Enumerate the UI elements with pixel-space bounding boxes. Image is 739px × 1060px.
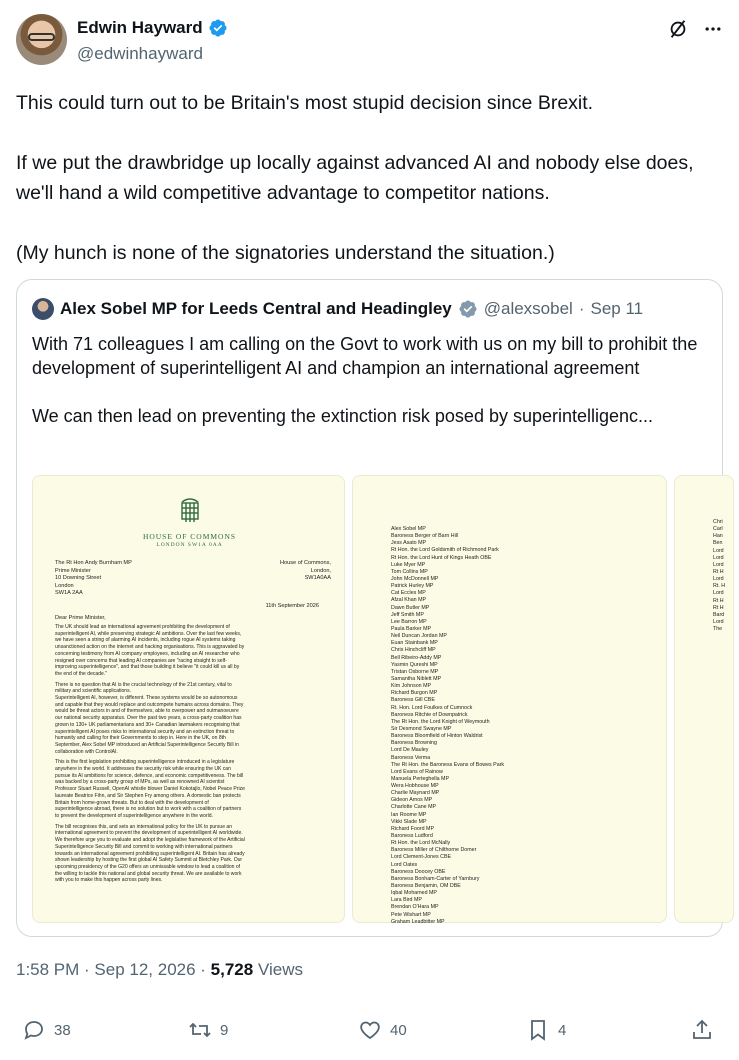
bookmark-count: 4 bbox=[558, 1021, 567, 1039]
quoted-media bbox=[32, 475, 724, 925]
signatory-name: Paula Barker MP bbox=[391, 625, 432, 632]
letter-body bbox=[55, 624, 325, 884]
signatory-name: Bell Ribeiro-Addy MP bbox=[391, 654, 442, 661]
letter-body-line: shown leadership by hosting the first global AI Safety Summit at Bletchley Park. Our bbox=[55, 857, 243, 864]
quoted-tweet[interactable] bbox=[16, 279, 726, 937]
letter-recipient: The Rt Hon Andy Burnham MP Prime Minister 10 Downing Street London SW1A 2AA bbox=[55, 560, 132, 597]
signatory-name: Brendan O'Hara MP bbox=[391, 904, 439, 911]
like-button[interactable] bbox=[358, 1018, 407, 1042]
signatory-name: Cat Eccles MP bbox=[391, 590, 426, 597]
letter-body-line: Professor Stuart Russell, OpenAI whistle blower Daniel Kokotajlo, Nobel Peace Prize bbox=[55, 786, 245, 793]
signatory-name: Sir Desmond Swayne MP bbox=[391, 725, 452, 732]
signatory-name: Lord Oates bbox=[391, 861, 418, 868]
letter-body-line: the end of the decade." bbox=[55, 670, 108, 677]
signatory-name: Neil Duncan Jordan MP bbox=[391, 633, 447, 640]
author-handle[interactable]: @edwinhayward bbox=[77, 44, 203, 63]
signatory-name: Baroness Miller of Chilthorne Domer bbox=[391, 847, 477, 854]
letter-body-line: and capable that they would replace and outcompete humans across domains. They bbox=[55, 701, 244, 708]
signatory-name: Iqbal Mohamed MP bbox=[391, 890, 437, 897]
letter-page-1[interactable] bbox=[32, 475, 345, 923]
signatory-name: Chris Hinchcliff MP bbox=[391, 647, 436, 654]
letter-page-3[interactable] bbox=[674, 475, 734, 923]
signatory-name: Richard Foord MP bbox=[391, 825, 434, 832]
letter-page-2[interactable] bbox=[352, 475, 667, 923]
signatory-name: Lee Barron MP bbox=[391, 618, 427, 625]
share-button[interactable] bbox=[690, 1018, 714, 1042]
signatory-name: John McDonnell MP bbox=[391, 575, 439, 582]
letter-body-line: Britain from home-grown threats. But to deal with the development of bbox=[55, 799, 209, 806]
signatory-name: Ian Roome MP bbox=[391, 811, 427, 818]
letterhead-title: HOUSE OF COMMONS bbox=[142, 532, 237, 541]
signatories-list bbox=[391, 526, 504, 926]
signatory-name: Baroness Benjamin, OM DBE bbox=[391, 883, 461, 890]
quoted-handle[interactable]: @alexsobel bbox=[483, 299, 573, 318]
letter-body-line: was backed by a cross-party group of MPs, as well as renowned AI scientist bbox=[55, 779, 225, 786]
letter-body-line: military and scientific applications. bbox=[55, 688, 132, 695]
signatory-name: Lord De Mauley bbox=[391, 747, 429, 754]
letter-body-line: the willing to tackle this national and global security threat. We are available to work bbox=[55, 870, 242, 877]
letter-body-line: We therefore urge you to evaluate and adopt the legislative framework of the Artificial bbox=[55, 837, 245, 844]
letter-body-line: There is no question that AI is the crucial technology of the 21st century, vital to bbox=[55, 681, 232, 688]
signatory-name: The Rt Hon. the Baroness Evans of Bowes Park bbox=[391, 761, 505, 768]
signatory-name: Alex Sobel MP bbox=[391, 526, 426, 532]
signatory-name: Richard Burgon MP bbox=[391, 690, 438, 697]
signatory-name: Graham Leadbitter MP bbox=[391, 918, 445, 925]
letter-body-line: superintelligent AI poses risks to international security and an extinction threat to bbox=[55, 728, 235, 735]
signatory-name: Baroness Gill CBE bbox=[391, 697, 435, 704]
quoted-separator: · bbox=[578, 299, 585, 318]
signatory-name: Charlotte Cane MP bbox=[391, 804, 437, 811]
signatory-name: Chri bbox=[713, 519, 723, 525]
repost-button[interactable] bbox=[188, 1018, 228, 1042]
letter-body-line: The UK should lead an international agreement prohibiting the development of bbox=[55, 624, 230, 630]
letter-body-line: concerning testimony from AI company employees, including an AI researcher who bbox=[55, 650, 240, 657]
letter-body-line: Superintelligent AI, however, is different. These systems would be so autonomous bbox=[55, 695, 238, 702]
signatory-name: Patrick Hurley MP bbox=[391, 583, 434, 590]
author-avatar[interactable] bbox=[16, 14, 67, 65]
signatory-name: Manuela Perteghella MP bbox=[391, 775, 450, 782]
author-display-name[interactable]: Edwin Hayward bbox=[77, 18, 203, 37]
signatory-name: Pete Wishart MP bbox=[391, 911, 431, 918]
tweet-timestamp[interactable]: 1:58 PM · Sep 12, 2026 · bbox=[16, 960, 211, 979]
letter-body-line: with you to make this happen across party lines. bbox=[55, 877, 163, 884]
tweet-header bbox=[16, 12, 723, 68]
signatory-name: Rt Hon. the Lord Goldsmith of Richmond Park bbox=[391, 547, 499, 554]
signatory-name: Rt Hon. the Lord Hunt of Kings Heath OBE bbox=[391, 554, 492, 561]
signatory-name: Baroness Ludford bbox=[391, 833, 433, 840]
letter-body-line: towards an international agreement prohibiting superintelligent AI. Britain has already bbox=[55, 850, 245, 857]
signatory-name: Lord bbox=[713, 618, 724, 625]
letter-body-line: international agreement to prevent the development of superintelligent AI worldwide. bbox=[55, 830, 243, 837]
letter-body-line: upcoming presidency of the G20 offers an unmissable window to lead a coalition of bbox=[55, 863, 241, 870]
signatory-name: Afzal Khan MP bbox=[391, 597, 427, 604]
letter-body-line: collaboration with ControlAI. bbox=[55, 748, 118, 755]
avatar-glasses bbox=[28, 33, 55, 41]
tweet-text: This could turn out to be Britain's most stupid decision since Brexit. If we put the drawbridge up locally against advanced AI and nobody else does, we'll hand a wild competitive advantage to competitor nations. (My hunch is none of the signatories understand the situation.) bbox=[16, 92, 694, 264]
letter-body-line: we have seen a string of alarming AI incidents, including rogue AI systems taking bbox=[55, 637, 236, 644]
signatory-name: Lord Evans of Rainow bbox=[391, 768, 443, 775]
signatory-name: Baroness Ritchie of Downpatrick bbox=[391, 711, 468, 718]
reply-count: 38 bbox=[54, 1021, 71, 1039]
signatory-name: Jess Asato MP bbox=[391, 540, 427, 547]
repost-count: 9 bbox=[220, 1021, 229, 1039]
signatory-name: Ben bbox=[713, 540, 723, 547]
signatory-name: Yasmin Qureshi MP bbox=[391, 661, 438, 668]
reply-button[interactable] bbox=[22, 1018, 71, 1042]
signatory-name: Vikki Slade MP bbox=[391, 818, 427, 825]
signatory-name: Lord bbox=[713, 554, 724, 561]
quoted-date[interactable]: Sep 11 bbox=[590, 299, 644, 318]
verified-badge-icon bbox=[208, 18, 228, 38]
signatory-name: Dawn Butler MP bbox=[391, 604, 430, 611]
signatory-name: Lord bbox=[713, 576, 724, 583]
signatory-name: The bbox=[713, 626, 723, 633]
signatory-name: Samantha Niblett MP bbox=[391, 675, 442, 682]
letter-body-line: unsanctioned action on the internet and hacking organisations. This is aggravated by bbox=[55, 644, 245, 651]
quoted-header bbox=[32, 298, 643, 320]
signatory-name: Charlie Maynard MP bbox=[391, 790, 440, 797]
letter-salutation: Dear Prime Minister, bbox=[55, 615, 106, 621]
letter-body-line: our national security apparatus. Over the past two years, a cross-party coalition has bbox=[55, 715, 242, 722]
signatory-name: Baroness Bloomfield of Hinton Waldrist bbox=[391, 733, 483, 740]
signatory-name: Baroness Bonham-Carter of Yarnbury bbox=[391, 875, 480, 882]
letter-body-line: grown to 130+ UK parliamentarians and 30+ Canadian lawmakers recognising that bbox=[55, 721, 240, 728]
signatory-name: Baroness Berger of Barn Hill bbox=[391, 533, 459, 540]
repost-icon bbox=[188, 1018, 212, 1042]
signatory-name: Gideon Amos MP bbox=[391, 797, 433, 804]
signatory-name: Tom Collins MP bbox=[391, 568, 428, 575]
letter-body-line: The bill recognises this, and sets an international policy for the UK to pursue an bbox=[55, 823, 233, 830]
share-icon bbox=[690, 1018, 714, 1042]
signatory-name: Kim Johnson MP bbox=[391, 683, 432, 690]
author-name-row bbox=[77, 18, 228, 38]
letter-sender: House of Commons, London, SW1A0AA bbox=[280, 560, 331, 582]
signatories-list-cropped bbox=[713, 519, 725, 633]
signatory-name: Lord bbox=[713, 590, 724, 597]
signatory-name: Han bbox=[713, 533, 723, 540]
letter-body-line: superintelligence abroad, there is no solution but to work with a coalition of partners bbox=[55, 806, 242, 813]
signatory-name: Baroness Browning bbox=[391, 740, 437, 747]
letter-body-line: to prevent the development of superintelligence anywhere in the world. bbox=[55, 812, 213, 819]
letter-body-line: superintelligent AI, while preserving strategic AI ambitions. Over the last few weeks, bbox=[55, 630, 242, 637]
bookmark-button[interactable] bbox=[526, 1018, 566, 1042]
signatory-name: Carl bbox=[713, 526, 723, 533]
letterhead-address: LONDON SW1A 0AA bbox=[156, 542, 223, 548]
signatory-name: Rt. Hon. Lord Foulkes of Cumnock bbox=[391, 704, 473, 711]
letter-body-line: anywhere in the world. It addresses the security risk while ensuring the UK can bbox=[55, 766, 231, 773]
portcullis-crest-icon bbox=[179, 496, 201, 524]
signatory-name: Bard bbox=[713, 611, 725, 618]
signatory-name: Baroness Doocey OBE bbox=[391, 868, 446, 875]
letter-body-line: pursue its AI ambitions for science, defence, and economic competitiveness. The bill bbox=[55, 772, 244, 779]
signatory-name: Jeff Smith MP bbox=[391, 611, 424, 618]
letter-body-line: Superintelligence Security Bill and commit to working with international partners bbox=[55, 843, 233, 850]
signatory-name: Lord Clement-Jones CBE bbox=[391, 854, 452, 861]
signatory-name: Rt H bbox=[713, 568, 724, 575]
signatory-name: Lord bbox=[713, 561, 724, 568]
signatory-name: Tristan Osborne MP bbox=[391, 668, 439, 675]
signatory-name: Rt Hon. the Lord McNally bbox=[391, 840, 451, 847]
action-bar bbox=[22, 1018, 722, 1048]
signatory-name: Luke Myer MP bbox=[391, 561, 426, 568]
quoted-avatar[interactable] bbox=[32, 298, 54, 320]
tweet-meta bbox=[16, 960, 303, 980]
more-options-icon[interactable] bbox=[703, 19, 723, 39]
letter-body-line: would be threat actors in and of themselves, able to overpower and outmanoeuvre bbox=[55, 708, 239, 715]
heart-icon bbox=[358, 1018, 382, 1042]
signatory-name: Rt H bbox=[713, 604, 724, 611]
views-label: Views bbox=[253, 960, 303, 979]
quoted-display-name[interactable]: Alex Sobel MP for Leeds Central and Headingley bbox=[60, 299, 452, 318]
letter-body-line: resigned over concerns that leading AI companies are "racing straight to self- bbox=[55, 657, 227, 664]
letter-body-line: laureate Beatrice Fihn, and Sir Stephen Fry among others. A domestic ban protects bbox=[55, 792, 241, 799]
grok-icon[interactable] bbox=[667, 18, 689, 40]
signatory-name: Lord bbox=[713, 547, 724, 554]
signatory-name: Rt H bbox=[713, 597, 724, 604]
signatory-name: The Rt Hon. the Lord Knight of Weymouth bbox=[391, 718, 490, 725]
signatory-name: Lara Bird MP bbox=[391, 897, 422, 904]
quoted-text: With 71 colleagues I am calling on the Govt to work with us on my bill to prohibit the development of superintelligent AI and champion an international agreement We can then lead on preventing the extinction risk posed by superintelligenc... bbox=[32, 334, 698, 426]
letter-body-line: September, Alex Sobel MP introduced an Artificial Superintelligence Security Bill in bbox=[55, 741, 239, 748]
signatory-name: Baroness Verma bbox=[391, 754, 431, 761]
bookmark-icon bbox=[526, 1018, 550, 1042]
like-count: 40 bbox=[390, 1021, 407, 1039]
letter-body-line: improving superintelligence", and that those building it believe "it could kill us all by bbox=[55, 664, 240, 671]
signatory-name: Wera Hobhouse MP bbox=[391, 783, 439, 790]
quoted-verified-badge-icon bbox=[458, 299, 478, 319]
letter-body-line: humanity and calling for their Governments to step in. Here in the UK, on 8th bbox=[55, 735, 226, 742]
signatory-name: Euan Stainbank MP bbox=[391, 640, 438, 647]
reply-icon bbox=[22, 1018, 46, 1042]
views-count: 5,728 bbox=[210, 960, 254, 979]
header-actions bbox=[667, 18, 723, 40]
letter-body-line: This is the first legislation prohibiting superintelligence introduced in a legislature bbox=[55, 759, 235, 766]
letter-date: 11th September 2026 bbox=[265, 603, 319, 609]
signatory-name: Rt. H bbox=[713, 583, 726, 590]
